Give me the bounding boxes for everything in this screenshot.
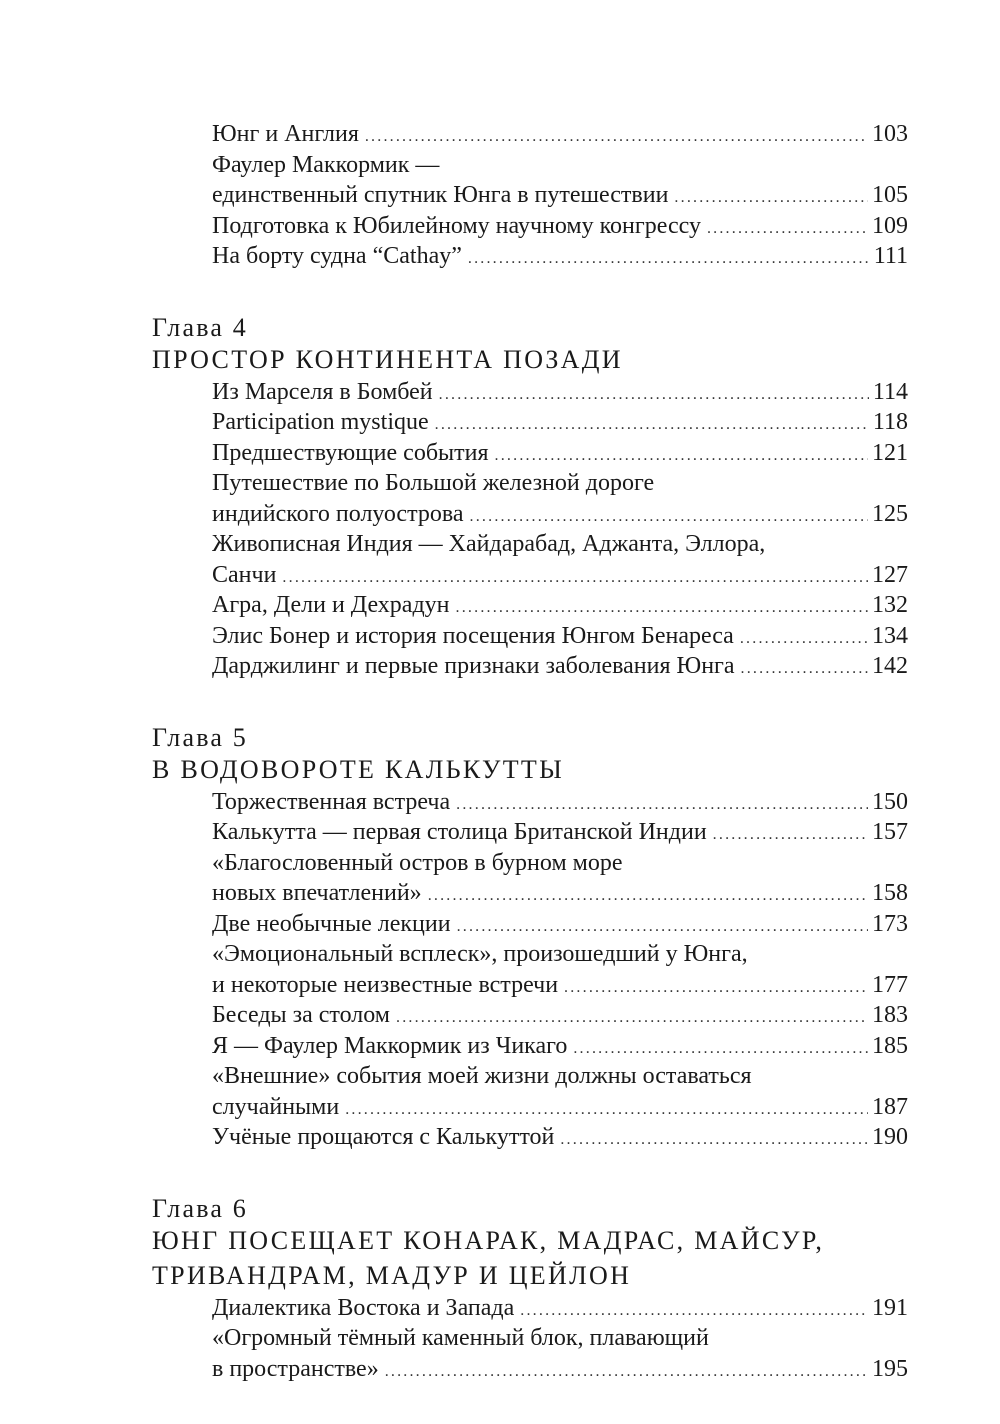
toc-entry-line-with-page <box>212 407 908 437</box>
dot-leader <box>439 380 869 410</box>
toc-entry-title: Живописная Индия — Хайдарабад, Аджанта, Эллора, <box>212 531 766 557</box>
toc-page-number: 177 <box>872 972 908 998</box>
dot-leader <box>457 912 868 942</box>
toc-entry-line-with-page <box>212 377 908 407</box>
toc-page-number: 132 <box>872 592 908 618</box>
toc-entry-title: «Внешние» события моей жизни должны оставаться <box>212 1063 752 1089</box>
toc-entry-line-with-page <box>212 560 908 590</box>
toc-entry-line-with-page <box>212 119 908 149</box>
dot-leader <box>282 563 868 593</box>
toc-entry-title: Participation mystique <box>212 409 429 435</box>
toc-entry-line <box>212 1061 908 1091</box>
dot-leader <box>345 1095 868 1125</box>
dot-leader <box>573 1034 868 1064</box>
toc-entry-line-with-page <box>212 180 908 210</box>
toc-page-number: 190 <box>872 1124 908 1150</box>
dot-leader <box>468 244 870 274</box>
toc-entry-line-with-page <box>212 1122 908 1152</box>
toc-page-number: 158 <box>872 880 908 906</box>
toc-page-number: 183 <box>872 1002 908 1028</box>
toc-entry-title: индийского полуострова <box>212 501 464 527</box>
toc-page-number: 134 <box>872 623 908 649</box>
toc-page-number: 157 <box>872 819 908 845</box>
toc-entry-title: Диалектика Востока и Запада <box>212 1295 515 1321</box>
toc-entry-line-with-page <box>212 878 908 908</box>
toc-page-number: 191 <box>872 1295 908 1321</box>
chapter-title: ТРИВАНДРАМ, МАДУР И ЦЕЙЛОН <box>152 1260 632 1290</box>
toc-entry-title: Дарджилинг и первые признаки заболевания Юнга <box>212 653 735 679</box>
toc-page-number: 150 <box>872 789 908 815</box>
dot-leader <box>365 122 868 152</box>
dot-leader <box>428 881 868 911</box>
toc-entry-title: На борту судна “Cathay” <box>212 243 462 269</box>
toc-entry-title: Юнг и Англия <box>212 121 359 147</box>
toc-page-number: 114 <box>872 379 908 405</box>
toc-entry-title: Торжественная встреча <box>212 789 451 815</box>
dot-leader <box>564 973 868 1003</box>
toc-entry-title: «Благословенный остров в бурном море <box>212 850 623 876</box>
dot-leader <box>740 624 868 654</box>
toc-entry-line-with-page <box>212 241 908 271</box>
chapter-title: ПРОСТОР КОНТИНЕНТА ПОЗАДИ <box>152 344 623 374</box>
dot-leader <box>456 593 868 623</box>
chapter-label: Глава 6 <box>152 1193 248 1223</box>
dot-leader <box>470 502 868 532</box>
dot-leader <box>456 790 868 820</box>
toc-entry-title: единственный спутник Юнга в путешествии <box>212 182 669 208</box>
toc-entry-line-with-page <box>212 438 908 468</box>
toc-entry-line-with-page <box>212 621 908 651</box>
toc-entry-title: Путешествие по Большой железной дороге <box>212 470 655 496</box>
chapter-title: ЮНГ ПОСЕЩАЕТ КОНАРАК, МАДРАС, МАЙСУР, <box>152 1225 825 1255</box>
toc-page-number: 121 <box>872 440 908 466</box>
dot-leader <box>520 1296 868 1326</box>
toc-entry-line <box>212 848 908 878</box>
dot-leader <box>435 410 869 440</box>
toc-entry-line-with-page <box>212 970 908 1000</box>
dot-leader <box>385 1357 868 1387</box>
toc-entry-title: в пространстве» <box>212 1356 379 1382</box>
toc-entry-line <box>212 1323 908 1353</box>
toc-entry-line <box>212 529 908 559</box>
toc-page-number: 103 <box>872 121 908 147</box>
toc-entry-line-with-page <box>212 651 908 681</box>
toc-page-number: 173 <box>872 911 908 937</box>
toc-entry-title: случайными <box>212 1094 340 1120</box>
toc-entry-title: Две необычные лекции <box>212 911 451 937</box>
toc-entry-title: Санчи <box>212 562 277 588</box>
toc-page-number: 111 <box>873 243 908 269</box>
toc-entry-line-with-page <box>212 1031 908 1061</box>
toc-entry-line-with-page <box>212 1092 908 1122</box>
chapter-label: Глава 4 <box>152 312 248 342</box>
toc-page-number: 195 <box>872 1356 908 1382</box>
dot-leader <box>495 441 868 471</box>
toc-entry-title: новых впечатлений» <box>212 880 422 906</box>
toc-entry-title: Калькутта — первая столица Британской Индии <box>212 819 707 845</box>
toc-entry-line-with-page <box>212 590 908 620</box>
toc-entry-line <box>212 468 908 498</box>
toc-entry-title: «Эмоциональный всплеск», произошедший у Юнга, <box>212 941 748 967</box>
chapter-label: Глава 5 <box>152 722 248 752</box>
toc-entry-line-with-page <box>212 499 908 529</box>
toc-entry-title: Фаулер Маккормик — <box>212 152 440 178</box>
toc-entry-title: Элис Бонер и история посещения Юнгом Бенареса <box>212 623 734 649</box>
dot-leader <box>560 1125 868 1155</box>
toc-page-number: 142 <box>872 653 908 679</box>
toc-entry-line-with-page <box>212 817 908 847</box>
chapter-title: В ВОДОВОРОТЕ КАЛЬКУТТЫ <box>152 754 565 784</box>
toc-entry-title: Предшествующие события <box>212 440 489 466</box>
toc-entry-title: Я — Фаулер Маккормик из Чикаго <box>212 1033 568 1059</box>
toc-entry-title: Беседы за столом <box>212 1002 390 1028</box>
dot-leader <box>713 820 868 850</box>
toc-page-number: 127 <box>872 562 908 588</box>
toc-entry-line-with-page <box>212 1293 908 1323</box>
toc-entry-title: «Огромный тёмный каменный блок, плавающий <box>212 1325 709 1351</box>
toc-page-number: 109 <box>872 213 908 239</box>
toc-entry-line-with-page <box>212 787 908 817</box>
toc-page-number: 118 <box>872 409 908 435</box>
toc-entry-line-with-page <box>212 1354 908 1384</box>
toc-page-number: 185 <box>872 1033 908 1059</box>
toc-entry-line-with-page <box>212 1000 908 1030</box>
toc-entry-title: Подготовка к Юбилейному научному конгрессу <box>212 213 701 239</box>
dot-leader <box>674 183 868 213</box>
toc-entry-line <box>212 939 908 969</box>
toc-entry-title: Из Марселя в Бомбей <box>212 379 433 405</box>
toc-page-number: 105 <box>872 182 908 208</box>
toc-entry-line <box>212 150 908 180</box>
dot-leader <box>741 654 868 684</box>
toc-entry-title: и некоторые неизвестные встречи <box>212 972 559 998</box>
toc-entry-line-with-page <box>212 211 908 241</box>
toc-page-number: 187 <box>872 1094 908 1120</box>
toc-page-number: 125 <box>872 501 908 527</box>
toc-entry-title: Агра, Дели и Дехрадун <box>212 592 450 618</box>
dot-leader <box>396 1003 868 1033</box>
toc-entry-title: Учёные прощаются с Калькуттой <box>212 1124 555 1150</box>
dot-leader <box>707 214 868 244</box>
toc-entry-line-with-page <box>212 909 908 939</box>
